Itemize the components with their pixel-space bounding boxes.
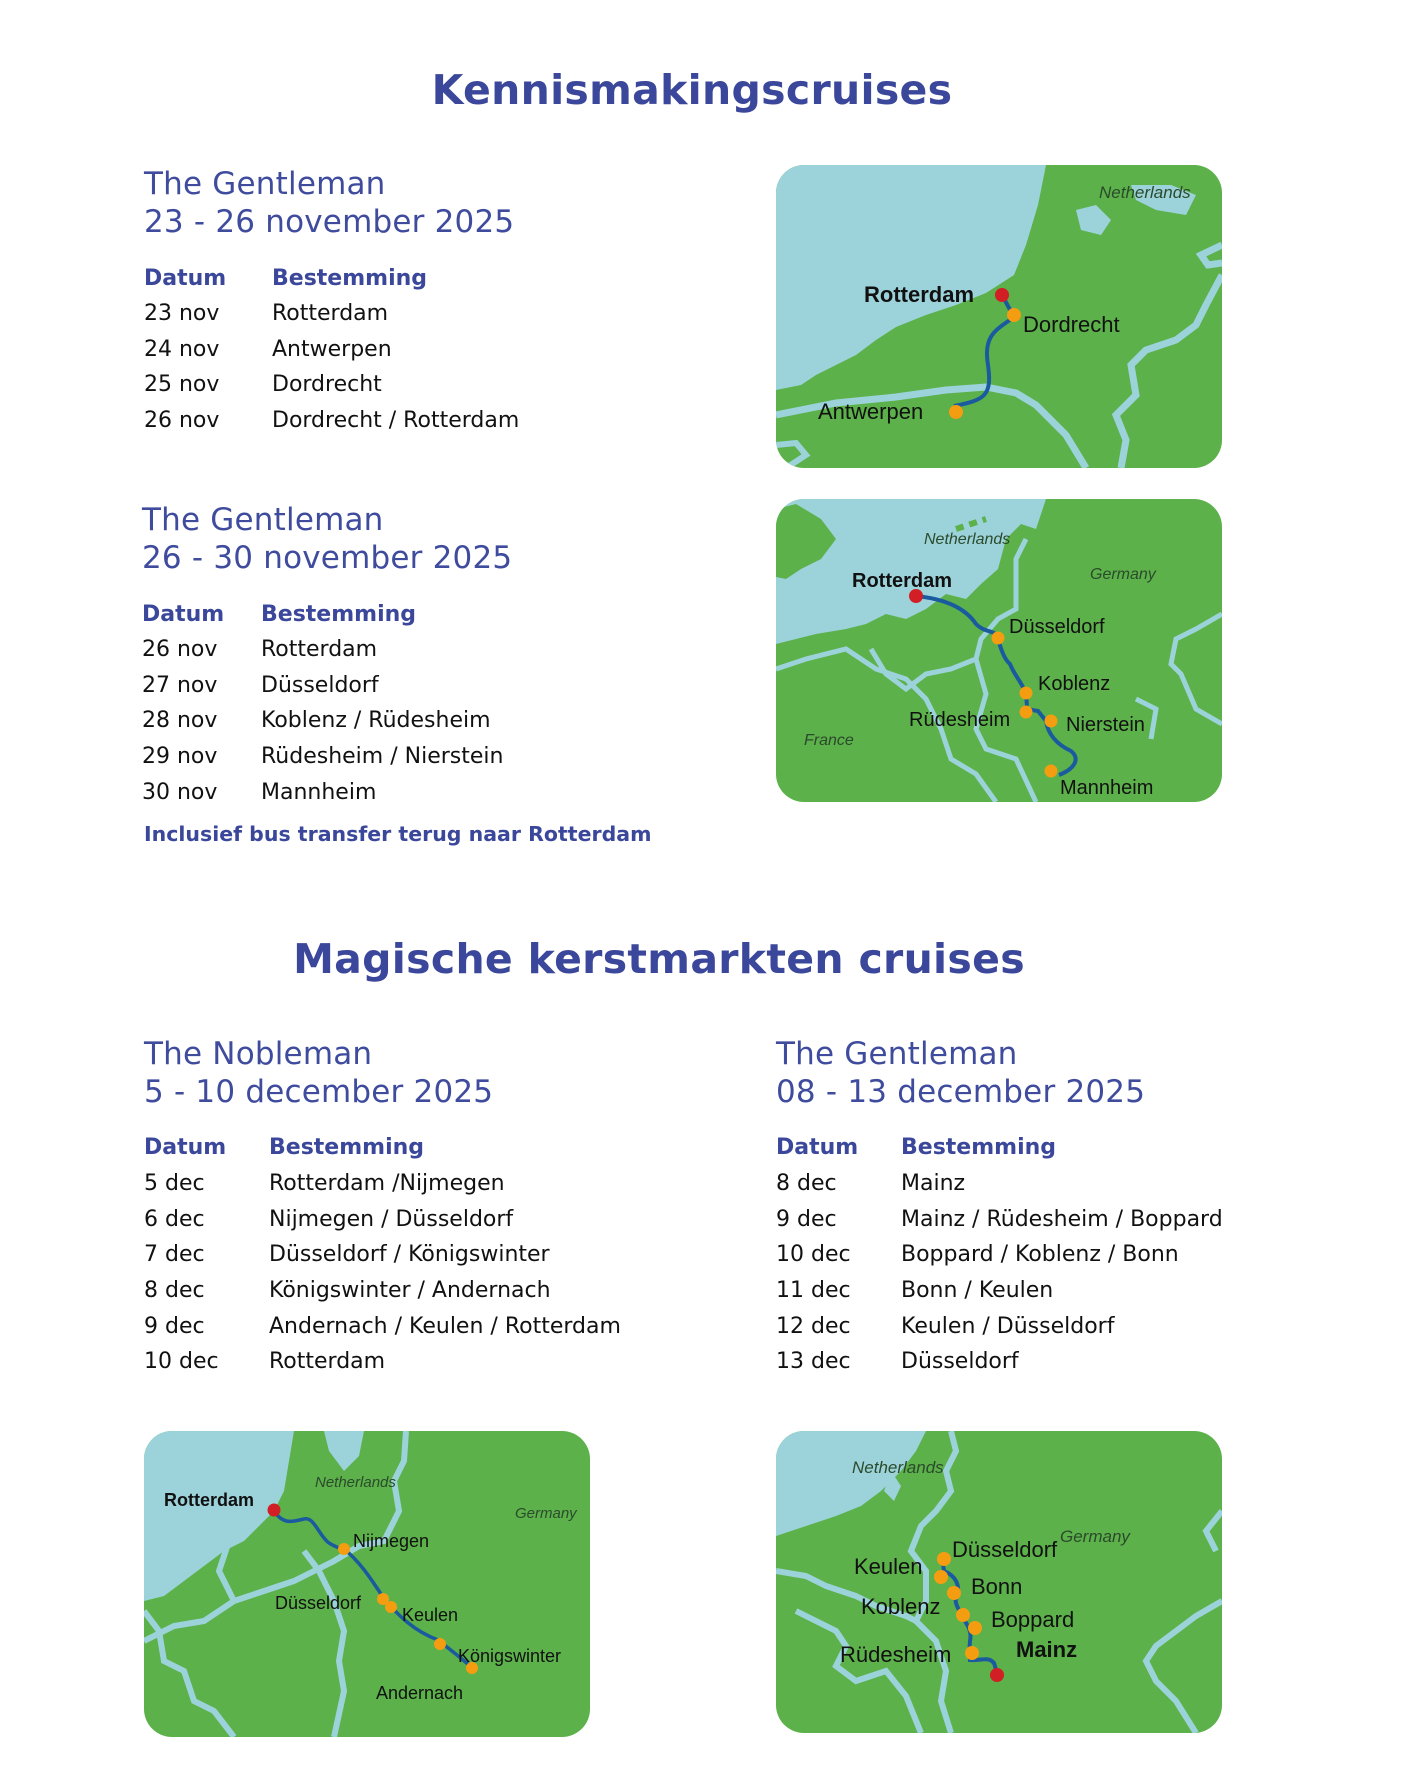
map-label: Rotterdam [864, 282, 975, 307]
stop-marker [385, 1601, 397, 1613]
section-heading-kennismaking: Kennismakingscruises [431, 66, 953, 114]
table-row-date: 23 nov [144, 301, 220, 326]
cruise-dates: 08 - 13 december 2025 [776, 1074, 1146, 1110]
map-label: Rüdesheim [909, 709, 1011, 731]
section-heading-kerstmarkten: Magische kerstmarkten cruises [293, 935, 1025, 983]
stop-marker [1020, 706, 1033, 719]
map-label: Königswinter [458, 1646, 562, 1666]
map-label: Rotterdam [164, 1490, 255, 1510]
table-row-date: 28 nov [142, 708, 218, 733]
table-row-date: 5 dec [144, 1171, 205, 1196]
table-row-destination: Rotterdam [261, 637, 378, 662]
start-marker [268, 1504, 281, 1517]
table-row-date: 13 dec [776, 1349, 851, 1374]
map-label: Andernach [376, 1683, 464, 1703]
ship-name: The Gentleman [142, 502, 384, 538]
stop-marker [947, 1586, 961, 1600]
start-marker [995, 288, 1009, 302]
table-row-destination: Mainz [901, 1171, 966, 1196]
route-map-rotterdam-mannheim [776, 499, 1222, 802]
table-row-date: 8 dec [776, 1171, 837, 1196]
map-label: Koblenz [861, 1594, 941, 1619]
table-row-destination: Rotterdam [269, 1349, 386, 1374]
table-row-date: 29 nov [142, 744, 218, 769]
table-row-destination: Keulen / Düsseldorf [901, 1314, 1115, 1339]
country-label: Netherlands [315, 1474, 396, 1491]
table-row-date: 6 dec [144, 1207, 205, 1232]
table-row-destination: Nijmegen / Düsseldorf [269, 1207, 514, 1232]
table-row-date: 30 nov [142, 780, 218, 805]
table-row-destination: Antwerpen [272, 337, 392, 362]
map-label: Düsseldorf [275, 1593, 362, 1613]
stop-marker [338, 1543, 350, 1555]
map-label: Mainz [1016, 1637, 1078, 1662]
stop-marker [956, 1608, 970, 1622]
stop-marker [937, 1552, 951, 1566]
column-header-destination: Bestemming [901, 1135, 1057, 1160]
table-row-destination: Rotterdam [272, 301, 389, 326]
table-row-date: 12 dec [776, 1314, 851, 1339]
stop-marker [992, 632, 1005, 645]
stop-marker [1045, 765, 1058, 778]
country-label: Netherlands [852, 1458, 944, 1477]
table-row-date: 10 dec [144, 1349, 219, 1374]
stop-marker [934, 1570, 948, 1584]
map-label: Dordrecht [1023, 312, 1120, 337]
table-row-destination: Mannheim [261, 780, 377, 805]
table-row-destination: Dordrecht [272, 372, 382, 397]
table-row-destination: Dordrecht / Rotterdam [272, 408, 520, 433]
table-row-destination: Mainz / Rüdesheim / Boppard [901, 1207, 1223, 1232]
column-header-date: Datum [776, 1135, 859, 1160]
table-row-date: 26 nov [144, 408, 220, 433]
ship-name: The Nobleman [144, 1036, 373, 1072]
map-label: Rotterdam [852, 570, 953, 592]
country-label: Netherlands [1099, 183, 1191, 202]
table-row-destination: Koblenz / Rüdesheim [261, 708, 491, 733]
cruise-dates: 26 - 30 november 2025 [142, 540, 513, 576]
table-row-destination: Rüdesheim / Nierstein [261, 744, 504, 769]
map-label: Koblenz [1038, 673, 1111, 695]
map-label: Keulen [854, 1554, 923, 1579]
table-row-destination: Rotterdam /Nijmegen [269, 1171, 505, 1196]
table-row-date: 8 dec [144, 1278, 205, 1303]
table-row-date: 25 nov [144, 372, 220, 397]
country-label: Germany [1090, 566, 1156, 583]
map-label: Mannheim [1060, 777, 1154, 799]
country-label: Germany [1060, 1527, 1130, 1546]
table-row-date: 7 dec [144, 1242, 205, 1267]
ship-name: The Gentleman [144, 166, 386, 202]
column-header-date: Datum [144, 1135, 227, 1160]
table-row-destination: Düsseldorf [261, 673, 379, 698]
table-row-destination: Düsseldorf / Königswinter [269, 1242, 550, 1267]
table-row-date: 9 dec [776, 1207, 837, 1232]
route-map-rotterdam-antwerpen [776, 165, 1222, 468]
cruise-dates: 5 - 10 december 2025 [144, 1074, 494, 1110]
table-row-date: 9 dec [144, 1314, 205, 1339]
column-header-destination: Bestemming [272, 266, 428, 291]
stop-marker [965, 1646, 979, 1660]
country-label: Netherlands [924, 531, 1011, 548]
table-row-date: 26 nov [142, 637, 218, 662]
map-label: Düsseldorf [1009, 616, 1105, 638]
column-header-destination: Bestemming [261, 602, 417, 627]
table-row-date: 11 dec [776, 1278, 851, 1303]
ship-name: The Gentleman [776, 1036, 1018, 1072]
country-label: Germany [515, 1505, 577, 1522]
table-row-destination: Andernach / Keulen / Rotterdam [269, 1314, 621, 1339]
column-header-destination: Bestemming [269, 1135, 425, 1160]
table-row-date: 10 dec [776, 1242, 851, 1267]
table-row-destination: Bonn / Keulen [901, 1278, 1054, 1303]
stop-marker [1045, 715, 1058, 728]
column-header-date: Datum [144, 266, 227, 291]
map-label: Keulen [402, 1605, 459, 1625]
map-label: Antwerpen [818, 399, 924, 424]
bus-transfer-note: Inclusief bus transfer terug naar Rotterdam [144, 822, 652, 846]
map-label: Düsseldorf [952, 1537, 1058, 1562]
route-map-rotterdam-andernach [144, 1431, 590, 1737]
map-label: Boppard [991, 1607, 1075, 1632]
column-header-date: Datum [142, 602, 225, 627]
map-label: Nijmegen [353, 1531, 430, 1551]
map-label: Bonn [971, 1574, 1023, 1599]
stop-marker [949, 405, 963, 419]
cruise-dates: 23 - 26 november 2025 [144, 204, 515, 240]
country-label: France [804, 732, 854, 749]
map-label: Rüdesheim [840, 1642, 952, 1667]
table-row-destination: Düsseldorf [901, 1349, 1019, 1374]
start-marker [990, 1668, 1004, 1682]
stop-marker [434, 1638, 446, 1650]
stop-marker [1007, 308, 1021, 322]
table-row-date: 24 nov [144, 337, 220, 362]
table-row-date: 27 nov [142, 673, 218, 698]
stop-marker [1020, 687, 1033, 700]
map-label: Nierstein [1066, 714, 1145, 736]
route-map-mainz-dusseldorf [776, 1431, 1222, 1733]
table-row-destination: Boppard / Koblenz / Bonn [901, 1242, 1179, 1267]
table-row-destination: Königswinter / Andernach [269, 1278, 551, 1303]
stop-marker [968, 1621, 982, 1635]
